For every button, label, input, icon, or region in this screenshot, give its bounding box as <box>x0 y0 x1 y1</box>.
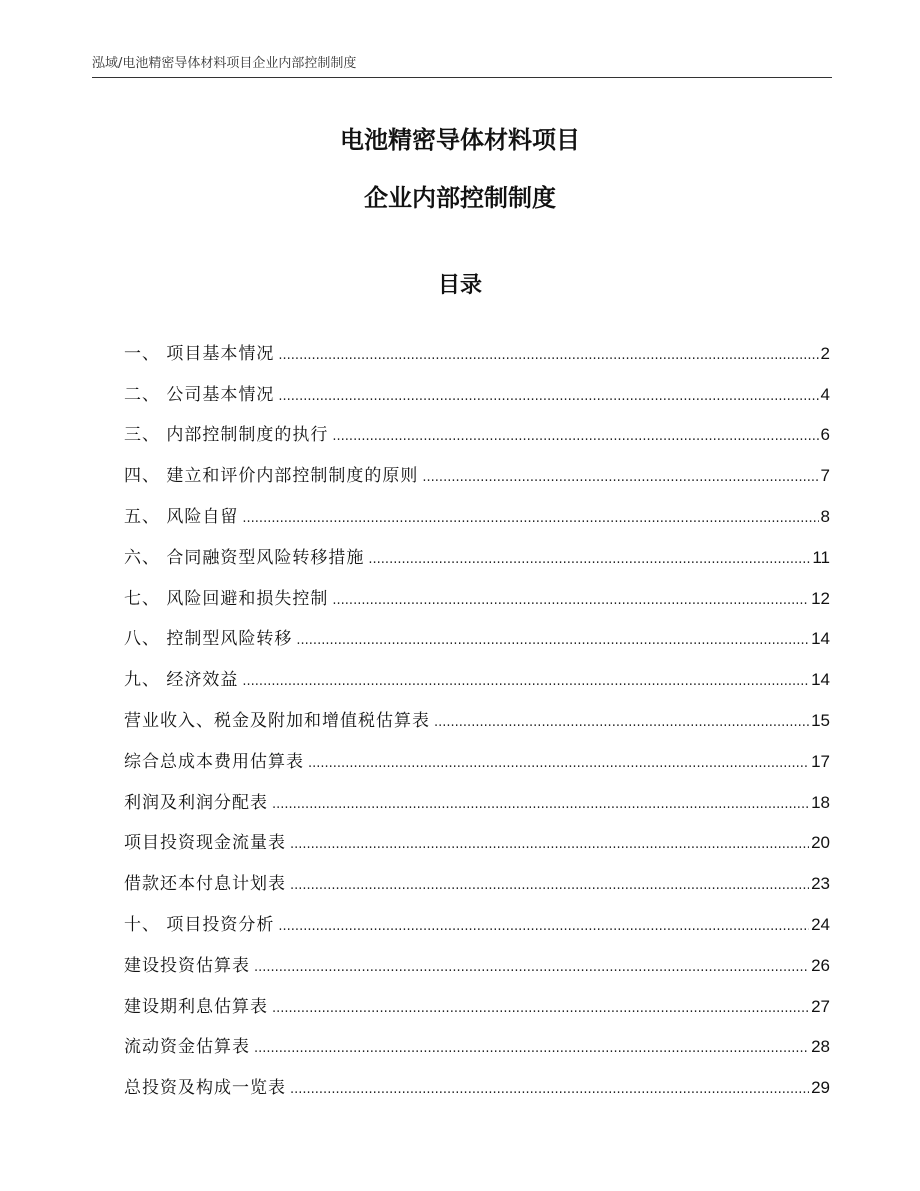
toc-entry-page: 11 <box>812 547 830 567</box>
toc-entry[interactable] <box>124 976 830 1017</box>
toc-leader-dots <box>308 755 809 772</box>
toc-leader-dots <box>278 388 818 405</box>
toc-entry[interactable] <box>124 813 830 854</box>
toc-entry-page: 27 <box>811 996 830 1016</box>
toc-entry[interactable] <box>124 568 830 609</box>
toc-entry[interactable] <box>124 445 830 486</box>
toc-leader-dots <box>332 592 809 609</box>
running-header: 泓域/电池精密导体材料项目企业内部控制制度 <box>92 56 357 71</box>
toc-entry[interactable] <box>124 690 830 731</box>
toc-entry-page: 12 <box>811 588 830 608</box>
toc-entry-label: 利润及利润分配表 <box>124 792 268 813</box>
toc-leader-dots <box>272 1000 809 1017</box>
toc-entry-label: 三、 内部控制制度的执行 <box>124 425 329 446</box>
toc-entry-page: 29 <box>811 1078 830 1098</box>
toc-entry[interactable] <box>124 935 830 976</box>
toc-entry-label: 六、 合同融资型风险转移措施 <box>124 547 365 568</box>
document-title-line-2: 企业内部控制制度 <box>364 184 556 212</box>
toc-entry-label: 流动资金估算表 <box>124 1037 250 1058</box>
toc-leader-dots <box>254 959 809 976</box>
toc-entry[interactable] <box>124 609 830 650</box>
toc-entry-page: 8 <box>820 506 830 526</box>
toc-leader-dots <box>434 714 809 731</box>
toc-entry-page: 15 <box>811 710 830 730</box>
toc-entry-page: 14 <box>811 670 830 690</box>
toc-entry-label: 九、 经济效益 <box>124 670 239 691</box>
toc-entry-label: 四、 建立和评价内部控制制度的原则 <box>124 466 419 487</box>
toc-entry[interactable] <box>124 731 830 772</box>
toc-entry[interactable] <box>124 1057 830 1098</box>
toc-entry[interactable] <box>124 1017 830 1058</box>
document-title-line-1: 电池精密导体材料项目 <box>340 126 580 154</box>
toc-leader-dots <box>290 877 809 894</box>
toc-entry-label: 一、 项目基本情况 <box>124 343 275 364</box>
toc-entry[interactable] <box>124 894 830 935</box>
toc-entry-label: 借款还本付息计划表 <box>124 874 286 895</box>
toc-leader-dots <box>290 836 809 853</box>
table-of-contents <box>124 323 830 1098</box>
toc-entry-page: 24 <box>811 914 830 934</box>
header-divider <box>92 77 832 78</box>
toc-leader-dots <box>296 632 809 649</box>
toc-entry-page: 4 <box>820 384 830 404</box>
toc-entry-label: 五、 风险自留 <box>124 506 239 527</box>
toc-leader-dots <box>278 347 818 364</box>
toc-leader-dots <box>422 469 818 486</box>
toc-entry-label: 总投资及构成一览表 <box>124 1078 286 1099</box>
toc-entry-page: 2 <box>820 343 830 363</box>
toc-entry[interactable] <box>124 323 830 364</box>
toc-entry-page: 6 <box>820 425 830 445</box>
toc-entry-page: 23 <box>811 874 830 894</box>
toc-leader-dots <box>290 1081 809 1098</box>
toc-entry-page: 18 <box>811 792 830 812</box>
toc-leader-dots <box>278 918 809 935</box>
toc-entry-label: 八、 控制型风险转移 <box>124 629 293 650</box>
toc-heading: 目录 <box>437 273 482 298</box>
toc-entry-label: 建设期利息估算表 <box>124 996 268 1017</box>
toc-leader-dots <box>332 428 818 445</box>
toc-entry[interactable] <box>124 405 830 446</box>
toc-entry-label: 十、 项目投资分析 <box>124 914 275 935</box>
toc-entry[interactable] <box>124 649 830 690</box>
toc-entry-page: 20 <box>811 833 830 853</box>
toc-entry-page: 17 <box>811 751 830 771</box>
toc-leader-dots <box>254 1040 809 1057</box>
toc-entry[interactable] <box>124 772 830 813</box>
toc-leader-dots <box>242 673 809 690</box>
toc-entry-page: 7 <box>820 466 830 486</box>
toc-entry-page: 26 <box>811 955 830 975</box>
toc-entry-label: 营业收入、税金及附加和增值税估算表 <box>124 710 430 731</box>
toc-entry-label: 项目投资现金流量表 <box>124 833 286 854</box>
toc-entry-label: 七、 风险回避和损失控制 <box>124 588 329 609</box>
toc-entry[interactable] <box>124 853 830 894</box>
toc-entry-page: 28 <box>811 1037 830 1057</box>
toc-entry-page: 14 <box>811 629 830 649</box>
toc-entry-label: 综合总成本费用估算表 <box>124 751 304 772</box>
toc-leader-dots <box>368 551 810 568</box>
toc-entry[interactable] <box>124 486 830 527</box>
toc-entry[interactable] <box>124 527 830 568</box>
toc-entry-label: 二、 公司基本情况 <box>124 384 275 405</box>
toc-leader-dots <box>272 796 809 813</box>
toc-leader-dots <box>242 510 818 527</box>
toc-entry[interactable] <box>124 364 830 405</box>
toc-entry-label: 建设投资估算表 <box>124 955 250 976</box>
